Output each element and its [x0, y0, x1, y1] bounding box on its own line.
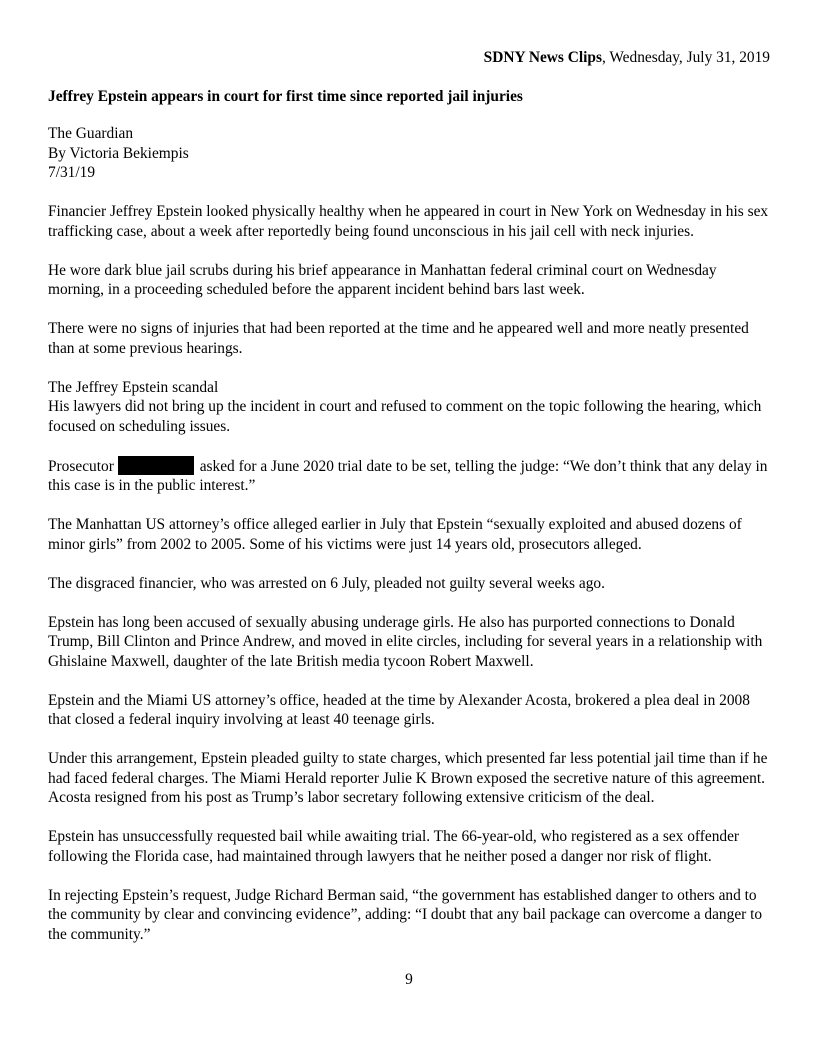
header-date: , Wednesday, July 31, 2019: [601, 49, 770, 66]
paragraph-11: Epstein has unsuccessfully requested bail while awaiting trial. The 66-year-old, who registered as a sex offender following the Florida case, had maintained through lawyers that he neither posed a danger nor risk of flight.: [48, 828, 740, 865]
paragraph-3: There were no signs of injuries that had been reported at the time and he appeared well and more neatly presented than at some previous hearings.: [48, 320, 749, 357]
article-author: By Victoria Bekiempis: [48, 144, 189, 162]
paragraph-6: The Manhattan US attorney’s office alleged earlier in July that Epstein “sexually exploited and abused dozens of minor girls” from 2002 to 2005. Some of his victims were just 14 years old, prosecutors alleged.: [48, 516, 742, 553]
prosecutor-text: asked for a June 2020 trial date to be set, telling the judge: “We don’t think that any delay in this case is in the public interest.”: [48, 457, 768, 494]
page-number: 9: [405, 971, 413, 988]
scandal-section: [48, 378, 770, 437]
running-header: [484, 48, 770, 68]
paragraph-7: The disgraced financier, who was arrested on 6 July, pleaded not guilty several weeks ago.: [48, 574, 605, 592]
paragraph-9: Epstein and the Miami US attorney’s office, headed at the time by Alexander Acosta, brokered a plea deal in 2008 that closed a federal inquiry involving at least 40 teenage girls.: [48, 691, 750, 728]
redaction-box: [118, 456, 194, 475]
scandal-paragraph: His lawyers did not bring up the incident in court and refused to comment on the topic following the hearing, which focused on scheduling issues.: [48, 398, 762, 435]
article-title: Jeffrey Epstein appears in court for first time since reported jail injuries: [48, 88, 523, 105]
prosecutor-prefix: Prosecutor: [48, 457, 114, 475]
byline: [48, 124, 189, 183]
document-page: [48, 0, 770, 1056]
article-body: [48, 202, 770, 964]
article-date: 7/31/19: [48, 164, 96, 181]
paragraph-8: Epstein has long been accused of sexually abusing underage girls. He also has purported connections to Donald Trump, Bill Clinton and Prince Andrew, and moved in elite circles, including for several years in a relationship with Ghislaine Maxwell, daughter of the late British media tycoon Robert Maxwell.: [48, 613, 763, 670]
paragraph-10: Under this arrangement, Epstein pleaded guilty to state charges, which presented far less potential jail time than if he had faced federal charges. The Miami Herald reporter Julie K Brown exposed the secretive nature of this agreement. Acosta resigned from his post as Trump’s labor secretary following extensive criticism of the deal.: [48, 750, 768, 806]
prosecutor-paragraph: [48, 456, 770, 496]
article-source: The Guardian: [48, 125, 134, 142]
paragraph-1: Financier Jeffrey Epstein looked physically healthy when he appeared in court in New York on Wednesday in his sex trafficking case, about a week after reportedly being found unconscious in his jail cell with neck injuries.: [48, 203, 769, 240]
publication-name: SDNY News Clips: [483, 49, 602, 66]
paragraph-12: In rejecting Epstein’s request, Judge Richard Berman said, “the government has established danger to others and to the community by clear and convincing evidence”, adding: “I doubt that any bail package can overcome a danger to the community.”: [48, 886, 763, 943]
paragraph-2: He wore dark blue jail scrubs during his brief appearance in Manhattan federal criminal court on Wednesday morning, in a proceeding scheduled before the apparent incident behind bars last week.: [48, 261, 717, 298]
scandal-heading: The Jeffrey Epstein scandal: [48, 378, 219, 396]
